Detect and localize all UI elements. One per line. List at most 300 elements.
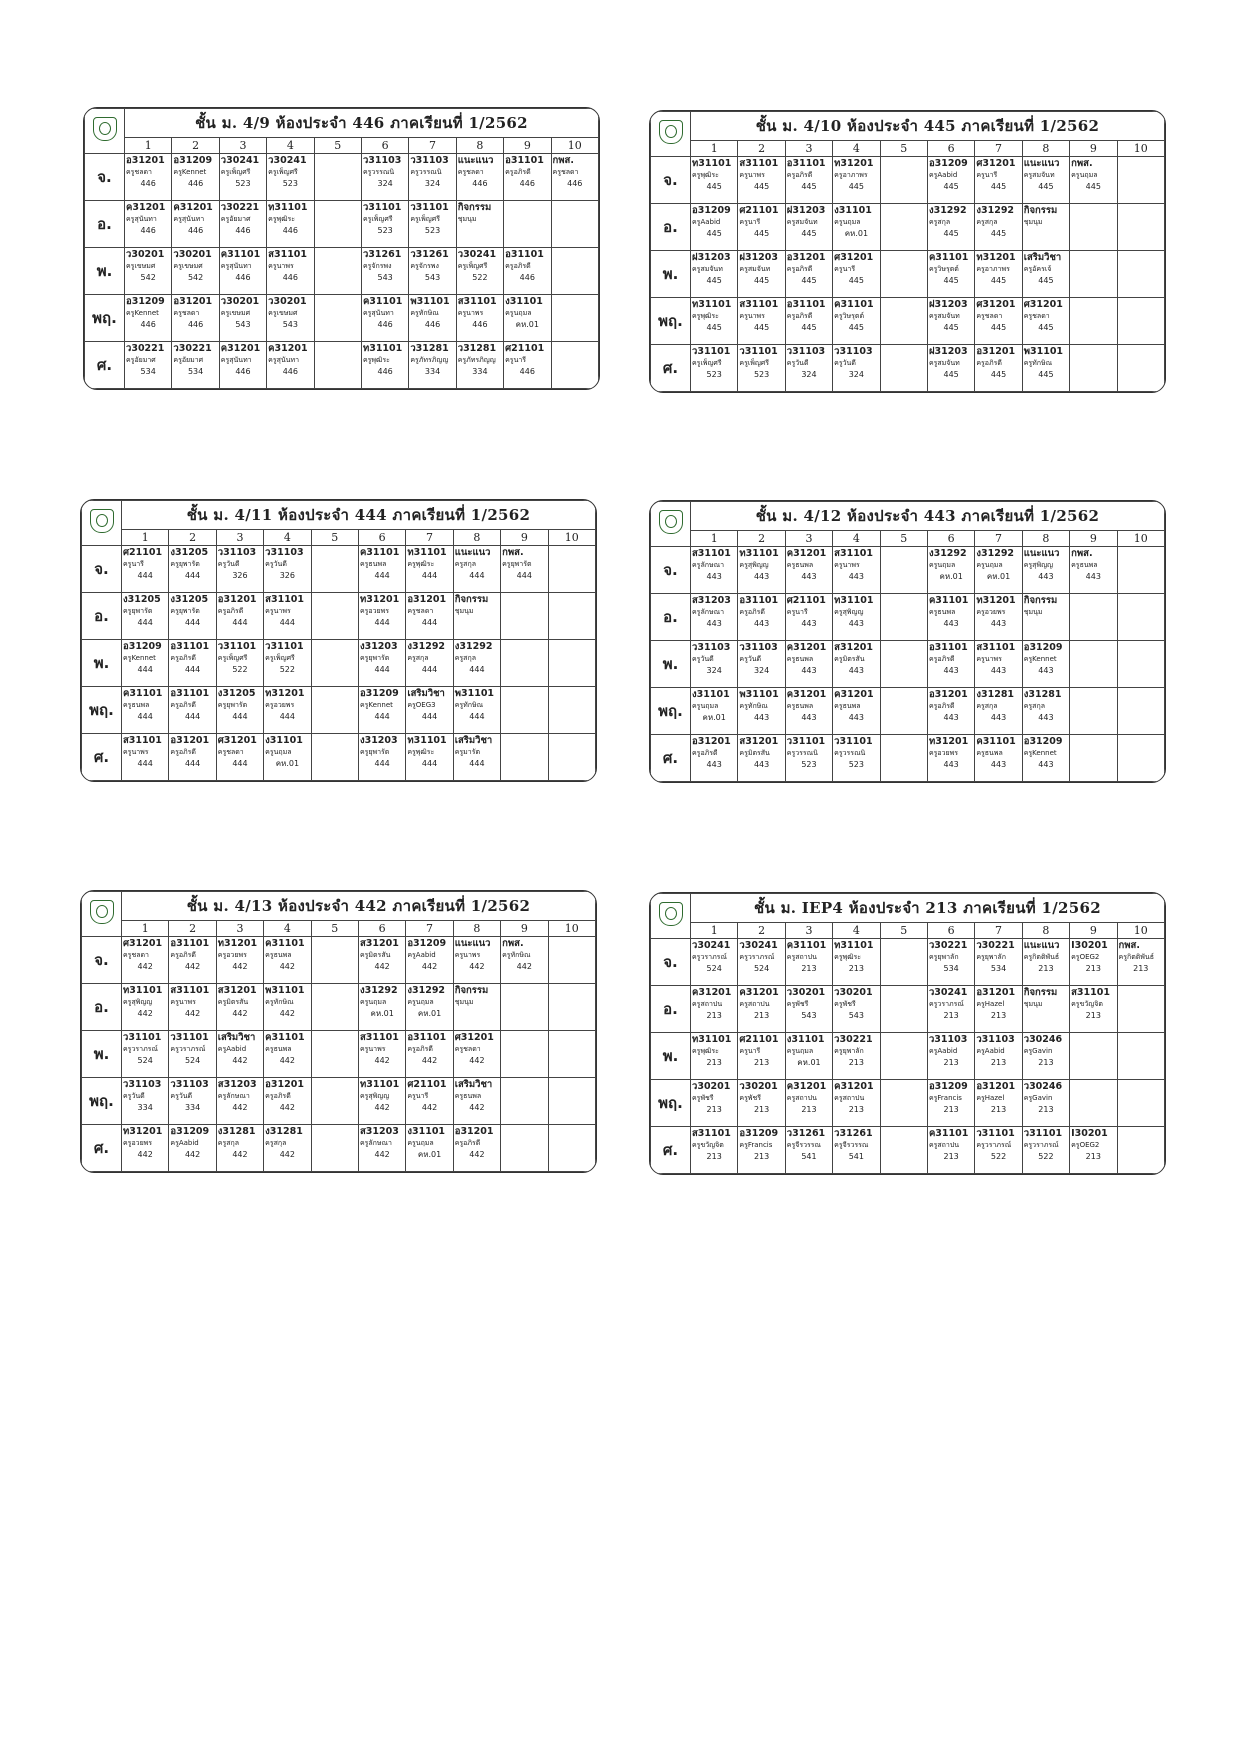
room-number: 446 — [235, 367, 251, 376]
day-row — [82, 734, 596, 781]
schedule-cell — [880, 1080, 927, 1127]
teacher-name: ครูธนพล — [786, 655, 814, 663]
teacher-name: ครูนารี — [786, 608, 808, 616]
subject-code: ว31101 — [410, 202, 449, 213]
schedule-cell — [880, 688, 927, 735]
teacher-name: ครูนฤมล — [407, 1139, 434, 1147]
schedule-cell — [358, 546, 405, 593]
period-number: 4 — [833, 923, 880, 939]
schedule-cell — [551, 342, 598, 389]
teacher-name: ครูอภิรดี — [928, 702, 955, 710]
subject-code: ค31201 — [268, 343, 308, 354]
schedule-cell — [504, 342, 551, 389]
room-number: คห.01 — [275, 759, 300, 768]
room-number: 523 — [235, 179, 251, 188]
schedule-cell — [456, 248, 503, 295]
room-number: 446 — [235, 226, 251, 235]
subject-code: อ31209 — [928, 1081, 968, 1092]
period-number: 1 — [691, 141, 738, 157]
subject-code: ว31101 — [170, 1032, 209, 1043]
teacher-name: ครูKennet — [359, 701, 393, 709]
schedule-cell — [833, 157, 880, 204]
teacher-name: ครูสุนันทา — [268, 356, 300, 364]
subject-code: ว31103 — [265, 547, 304, 558]
schedule-cell — [975, 641, 1022, 688]
teacher-name: ครูจักรพง — [362, 262, 392, 270]
schedule-cell — [406, 687, 453, 734]
subject-code: ว31101 — [834, 736, 873, 747]
school-crest-icon — [93, 117, 117, 141]
subject-code: ฝ31203 — [692, 252, 731, 263]
teacher-name: ครูKennet — [126, 309, 159, 317]
subject-code: แนะแนว — [1023, 158, 1060, 169]
room-number: 213 — [1038, 964, 1054, 973]
teacher-name: ชุมนุม — [1023, 1000, 1043, 1008]
schedule-cell — [548, 687, 595, 734]
room-number: 523 — [424, 226, 441, 235]
day-label: อ. — [82, 984, 122, 1031]
subject-code: แนะแนว — [457, 155, 494, 166]
teacher-name: ครูทักษิณ — [265, 998, 294, 1006]
timetable-card — [649, 110, 1166, 393]
schedule-cell — [785, 298, 832, 345]
subject-code: ค31101 — [928, 595, 969, 606]
teacher-name: ครูGavin — [1023, 1094, 1053, 1102]
room-number: 445 — [706, 276, 722, 285]
day-label: ศ. — [651, 735, 691, 782]
subject-code: ว31103 — [739, 642, 778, 653]
room-number: 442 — [469, 962, 485, 971]
schedule-cell — [172, 201, 219, 248]
teacher-name: ครูอวยพร — [359, 607, 390, 615]
room-number: 213 — [1038, 1105, 1054, 1114]
schedule-cell — [406, 734, 453, 781]
teacher-name: ครูนารี — [123, 560, 144, 568]
subject-code: ง31205 — [170, 547, 209, 558]
schedule-cell — [1070, 345, 1117, 392]
schedule-cell — [216, 937, 263, 984]
teacher-name: ครูนาพร — [976, 655, 1002, 663]
room-number: 446 — [472, 179, 488, 188]
teacher-name: ครูอภิรดี — [170, 748, 196, 756]
room-number: 442 — [469, 1150, 485, 1159]
teacher-name: ครูHazel — [976, 1094, 1005, 1102]
period-number: 5 — [314, 138, 361, 154]
schedule-cell — [122, 593, 169, 640]
room-number: 326 — [279, 571, 295, 580]
teacher-name: ครูพุฒิระ — [407, 748, 435, 756]
subject-code: ส31201 — [834, 642, 874, 653]
teacher-name: ครูสุนันทา — [220, 356, 252, 364]
subject-code: อ31209 — [173, 155, 213, 166]
teacher-name: ครูธนพล — [1071, 561, 1098, 569]
subject-code: ค31201 — [834, 1081, 874, 1092]
schedule-cell — [738, 204, 785, 251]
subject-code: ค31101 — [362, 296, 403, 307]
room-number: 444 — [184, 618, 201, 627]
room-number: 213 — [706, 1105, 722, 1114]
schedule-cell — [691, 939, 738, 986]
timetable-grid — [650, 111, 1165, 392]
teacher-name: ครูนฤมล — [928, 561, 956, 569]
schedule-cell — [1117, 1080, 1164, 1127]
teacher-name: ครูนารี — [407, 1092, 429, 1100]
room-number: 324 — [706, 666, 722, 675]
schedule-cell — [125, 201, 172, 248]
room-number: 445 — [801, 229, 817, 238]
subject-code: ง31101 — [407, 1126, 446, 1137]
schedule-cell — [1117, 735, 1164, 782]
day-row — [651, 1080, 1165, 1127]
subject-code: ส31101 — [739, 158, 779, 169]
subject-code: ท31101 — [407, 735, 447, 746]
schedule-cell — [1070, 251, 1117, 298]
schedule-cell — [216, 1031, 263, 1078]
school-crest-icon — [90, 900, 114, 924]
day-row — [651, 204, 1165, 251]
teacher-name: ครูธนพล — [786, 561, 814, 569]
teacher-name: ครูพุฒิระ — [692, 1047, 719, 1055]
schedule-cell — [927, 204, 974, 251]
room-number: 443 — [706, 572, 722, 581]
room-number: คห.01 — [797, 1058, 821, 1067]
day-label: ศ. — [82, 1125, 122, 1172]
schedule-cell — [927, 735, 974, 782]
subject-code: พ31101 — [739, 689, 779, 700]
room-number: 443 — [1038, 572, 1054, 581]
schedule-cell — [122, 734, 169, 781]
room-number: 442 — [374, 1103, 390, 1112]
schedule-cell — [361, 154, 408, 201]
subject-code: อ31209 — [170, 1126, 210, 1137]
subject-code: กพส. — [1071, 158, 1093, 169]
schedule-cell — [125, 342, 172, 389]
subject-code: กพส. — [502, 938, 524, 949]
room-number: 443 — [848, 713, 864, 722]
teacher-name: ครูAabid — [928, 1047, 958, 1055]
teacher-name: ครูนาพร — [457, 309, 484, 317]
subject-code: ง31101 — [692, 689, 730, 700]
schedule-cell — [501, 593, 548, 640]
teacher-name: ครูนาพร — [170, 998, 196, 1006]
schedule-cell — [738, 298, 785, 345]
subject-code: ค31201 — [834, 689, 874, 700]
schedule-cell — [453, 984, 500, 1031]
schedule-cell — [264, 687, 311, 734]
schedule-cell — [406, 1031, 453, 1078]
schedule-cell — [501, 687, 548, 734]
room-number: 442 — [374, 1150, 390, 1159]
schedule-cell — [1022, 986, 1069, 1033]
schedule-cell — [361, 342, 408, 389]
period-number: 4 — [264, 530, 311, 546]
schedule-cell — [1022, 204, 1069, 251]
teacher-name: ครูอวยพร — [265, 701, 295, 709]
room-number: 523 — [377, 226, 393, 235]
room-number: 444 — [374, 665, 390, 674]
room-number: 445 — [753, 229, 770, 238]
teacher-name: ครูนาพร — [265, 607, 291, 615]
subject-code: ง31281 — [265, 1126, 303, 1137]
room-number: 523 — [282, 179, 298, 188]
teacher-name: ครูวันดี — [170, 1092, 193, 1100]
schedule-cell — [453, 1031, 500, 1078]
teacher-name: ครูชลดา — [454, 1045, 481, 1053]
teacher-name: ครูพุฒิระ — [362, 356, 390, 364]
schedule-cell — [1022, 594, 1069, 641]
schedule-cell — [738, 345, 785, 392]
card-title: ชั้น ม. 4/12 ห้องประจำ 443 ภาคเรียนที่ 1/2562 — [691, 502, 1165, 531]
teacher-name: ครูวราภรณ์ — [1023, 1141, 1059, 1149]
day-row — [651, 688, 1165, 735]
subject-code: อ31201 — [976, 346, 1016, 357]
schedule-cell — [833, 735, 880, 782]
day-row — [651, 157, 1165, 204]
subject-code: ค31101 — [359, 547, 400, 558]
room-number: 446 — [519, 367, 535, 376]
subject-code: เสริมวิชา — [407, 688, 445, 699]
teacher-name: ครูเขษมศ — [126, 262, 156, 270]
teacher-name: ครูอัยมาศ — [173, 356, 204, 364]
subject-code: ว30241 — [739, 940, 778, 951]
schedule-cell — [311, 687, 358, 734]
teacher-name: ครูAabid — [976, 1047, 1005, 1055]
schedule-cell — [1117, 594, 1164, 641]
schedule-cell — [551, 248, 598, 295]
room-number: 522 — [1038, 1152, 1054, 1161]
subject-code: ท31101 — [834, 595, 874, 606]
subject-code: ว31101 — [217, 641, 257, 652]
teacher-name: ครูพัชรี — [692, 1094, 714, 1102]
room-number: 442 — [137, 1009, 153, 1018]
teacher-name: ครูOEG2 — [1071, 953, 1100, 961]
subject-code: ง31101 — [505, 296, 543, 307]
room-number: 522 — [472, 273, 488, 282]
card-title: ชั้น ม. 4/11 ห้องประจำ 444 ภาคเรียนที่ 1/2562 — [122, 501, 596, 530]
teacher-name: ครูวรรณนิ — [834, 749, 866, 757]
period-number: 7 — [406, 530, 453, 546]
subject-code: ค31201 — [786, 548, 827, 559]
schedule-cell — [1070, 1127, 1117, 1174]
schedule-cell — [880, 594, 927, 641]
teacher-name: ครูธนพล — [834, 702, 861, 710]
teacher-name: ครูสกุล — [454, 654, 476, 662]
teacher-name: ครูขวัญจิต — [692, 1141, 724, 1149]
room-number: คห.01 — [417, 1009, 442, 1018]
schedule-cell — [456, 201, 503, 248]
schedule-cell — [406, 984, 453, 1031]
room-number: 446 — [235, 273, 251, 282]
subject-code: ท31101 — [834, 940, 874, 951]
room-number: 443 — [943, 619, 959, 628]
period-number: 2 — [169, 921, 216, 937]
subject-code: ว30246 — [1023, 1081, 1063, 1092]
schedule-cell — [1022, 688, 1069, 735]
teacher-name: ครูจักรพง — [410, 262, 439, 270]
teacher-name: ครูนาพร — [454, 951, 481, 959]
teacher-name: ครูKennet — [123, 654, 156, 662]
subject-code: ค31201 — [126, 202, 166, 213]
subject-code: ฝ31203 — [928, 346, 968, 357]
schedule-cell — [456, 154, 503, 201]
teacher-name: ครูพุฒิระ — [834, 953, 862, 961]
teacher-name: ครูอวยพร — [123, 1139, 153, 1147]
schedule-cell — [456, 342, 503, 389]
schedule-cell — [406, 937, 453, 984]
teacher-name: ครูชลดา — [126, 168, 152, 176]
day-label: จ. — [651, 547, 691, 594]
schedule-cell — [358, 1125, 405, 1172]
schedule-cell — [880, 986, 927, 1033]
room-number: 443 — [753, 713, 770, 722]
subject-code: ว31103 — [786, 346, 826, 357]
room-number: 442 — [421, 1056, 438, 1065]
period-number: 6 — [927, 923, 974, 939]
timetable-card — [80, 890, 597, 1173]
room-number: 444 — [421, 618, 438, 627]
schedule-cell — [548, 640, 595, 687]
room-number: 443 — [943, 713, 959, 722]
teacher-name: ครูสกุล — [928, 218, 951, 226]
day-label: ศ. — [651, 1127, 691, 1174]
period-number: 4 — [267, 138, 314, 154]
room-number: 543 — [282, 320, 298, 329]
schedule-cell — [738, 157, 785, 204]
subject-code: ค31201 — [220, 343, 261, 354]
subject-code: แนะแนว — [1023, 940, 1060, 951]
period-number: 3 — [785, 531, 832, 547]
schedule-cell — [975, 1080, 1022, 1127]
period-number: 10 — [548, 921, 595, 937]
room-number: 442 — [232, 1056, 248, 1065]
schedule-cell — [833, 986, 880, 1033]
schedule-cell — [691, 641, 738, 688]
schedule-cell — [1117, 345, 1164, 392]
subject-code: ว30241 — [928, 987, 968, 998]
schedule-cell — [927, 1033, 974, 1080]
teacher-name: ครูธนพล — [786, 702, 814, 710]
teacher-name: ครูยุพารัต — [359, 654, 390, 662]
room-number: 445 — [706, 182, 722, 191]
schedule-cell — [785, 939, 832, 986]
schedule-cell — [358, 984, 405, 1031]
day-label: ศ. — [82, 734, 122, 781]
schedule-cell — [358, 937, 405, 984]
schedule-cell — [785, 688, 832, 735]
subject-code: อ31101 — [407, 1032, 447, 1043]
room-number: 445 — [706, 323, 722, 332]
subject-code: ค31201 — [173, 202, 213, 213]
teacher-name: ครูKennet — [1023, 655, 1057, 663]
subject-code: ว30201 — [173, 249, 212, 260]
teacher-name: ครูวันดี — [265, 560, 287, 568]
period-number: 2 — [738, 531, 785, 547]
room-number: 442 — [232, 962, 248, 971]
room-number: 445 — [753, 276, 770, 285]
teacher-name: ครูสถาปน — [928, 1141, 960, 1149]
room-number: คห.01 — [417, 1150, 442, 1159]
subject-code: ศ31201 — [976, 158, 1016, 169]
subject-code: อ31201 — [126, 155, 165, 166]
schedule-cell — [548, 1031, 595, 1078]
room-number: 445 — [990, 182, 1007, 191]
schedule-cell — [122, 937, 169, 984]
schedule-cell — [1070, 547, 1117, 594]
schedule-cell — [311, 640, 358, 687]
room-number: 213 — [706, 1011, 722, 1020]
schedule-cell — [219, 248, 266, 295]
subject-code: ท31201 — [834, 158, 874, 169]
period-number: 8 — [453, 921, 500, 937]
room-number: 444 — [421, 665, 438, 674]
period-number: 9 — [504, 138, 551, 154]
schedule-cell — [264, 1078, 311, 1125]
schedule-cell — [216, 1078, 263, 1125]
room-number: 444 — [421, 759, 438, 768]
schedule-cell — [122, 1031, 169, 1078]
subject-code: ง31205 — [123, 594, 161, 605]
room-number: 442 — [516, 962, 532, 971]
subject-code: อ31101 — [170, 688, 210, 699]
room-number: 444 — [421, 712, 438, 721]
schedule-cell — [975, 1033, 1022, 1080]
subject-code: เสริมวิชา — [454, 735, 493, 746]
room-number: 443 — [753, 619, 770, 628]
room-number: 445 — [1038, 323, 1054, 332]
subject-code: อ31201 — [170, 735, 210, 746]
room-number: 213 — [706, 1058, 722, 1067]
schedule-cell — [314, 342, 361, 389]
schedule-cell — [122, 1125, 169, 1172]
room-number: 442 — [421, 962, 438, 971]
subject-code: ว30201 — [786, 987, 826, 998]
room-number: 444 — [374, 759, 390, 768]
teacher-name: ครูอภิรดี — [786, 171, 813, 179]
schedule-cell — [691, 986, 738, 1033]
subject-code: กพส. — [1118, 940, 1140, 951]
room-number: คห.01 — [370, 1009, 394, 1018]
schedule-cell — [264, 546, 311, 593]
room-number: 444 — [137, 618, 153, 627]
subject-code: ศ21101 — [739, 205, 779, 216]
teacher-name: ครูอาภาพร — [976, 265, 1010, 273]
teacher-name: ครูทักษิณ — [454, 701, 484, 709]
schedule-cell — [172, 248, 219, 295]
schedule-cell — [975, 157, 1022, 204]
room-number: 442 — [279, 1009, 295, 1018]
subject-code: ท31201 — [123, 1126, 163, 1137]
teacher-name: ครูวันดี — [739, 655, 762, 663]
schedule-cell — [691, 735, 738, 782]
subject-code: อ31201 — [265, 1079, 304, 1090]
schedule-cell — [264, 734, 311, 781]
schedule-cell — [880, 547, 927, 594]
day-row — [85, 295, 599, 342]
subject-code: อ31209 — [126, 296, 165, 307]
teacher-name: ครูสุพิญญ — [123, 998, 153, 1006]
schedule-cell — [1117, 251, 1164, 298]
day-row — [651, 298, 1165, 345]
room-number: 442 — [137, 1150, 153, 1159]
teacher-name: ครูสมจันท — [786, 218, 818, 226]
schedule-cell — [172, 342, 219, 389]
teacher-name: ครูเพ็ญศรี — [410, 215, 440, 223]
day-row — [85, 342, 599, 389]
teacher-name: ครูมารัต — [454, 748, 481, 756]
card-title: ชั้น ม. 4/10 ห้องประจำ 445 ภาคเรียนที่ 1/2562 — [691, 112, 1165, 141]
schedule-cell — [358, 640, 405, 687]
room-number: 334 — [472, 367, 488, 376]
